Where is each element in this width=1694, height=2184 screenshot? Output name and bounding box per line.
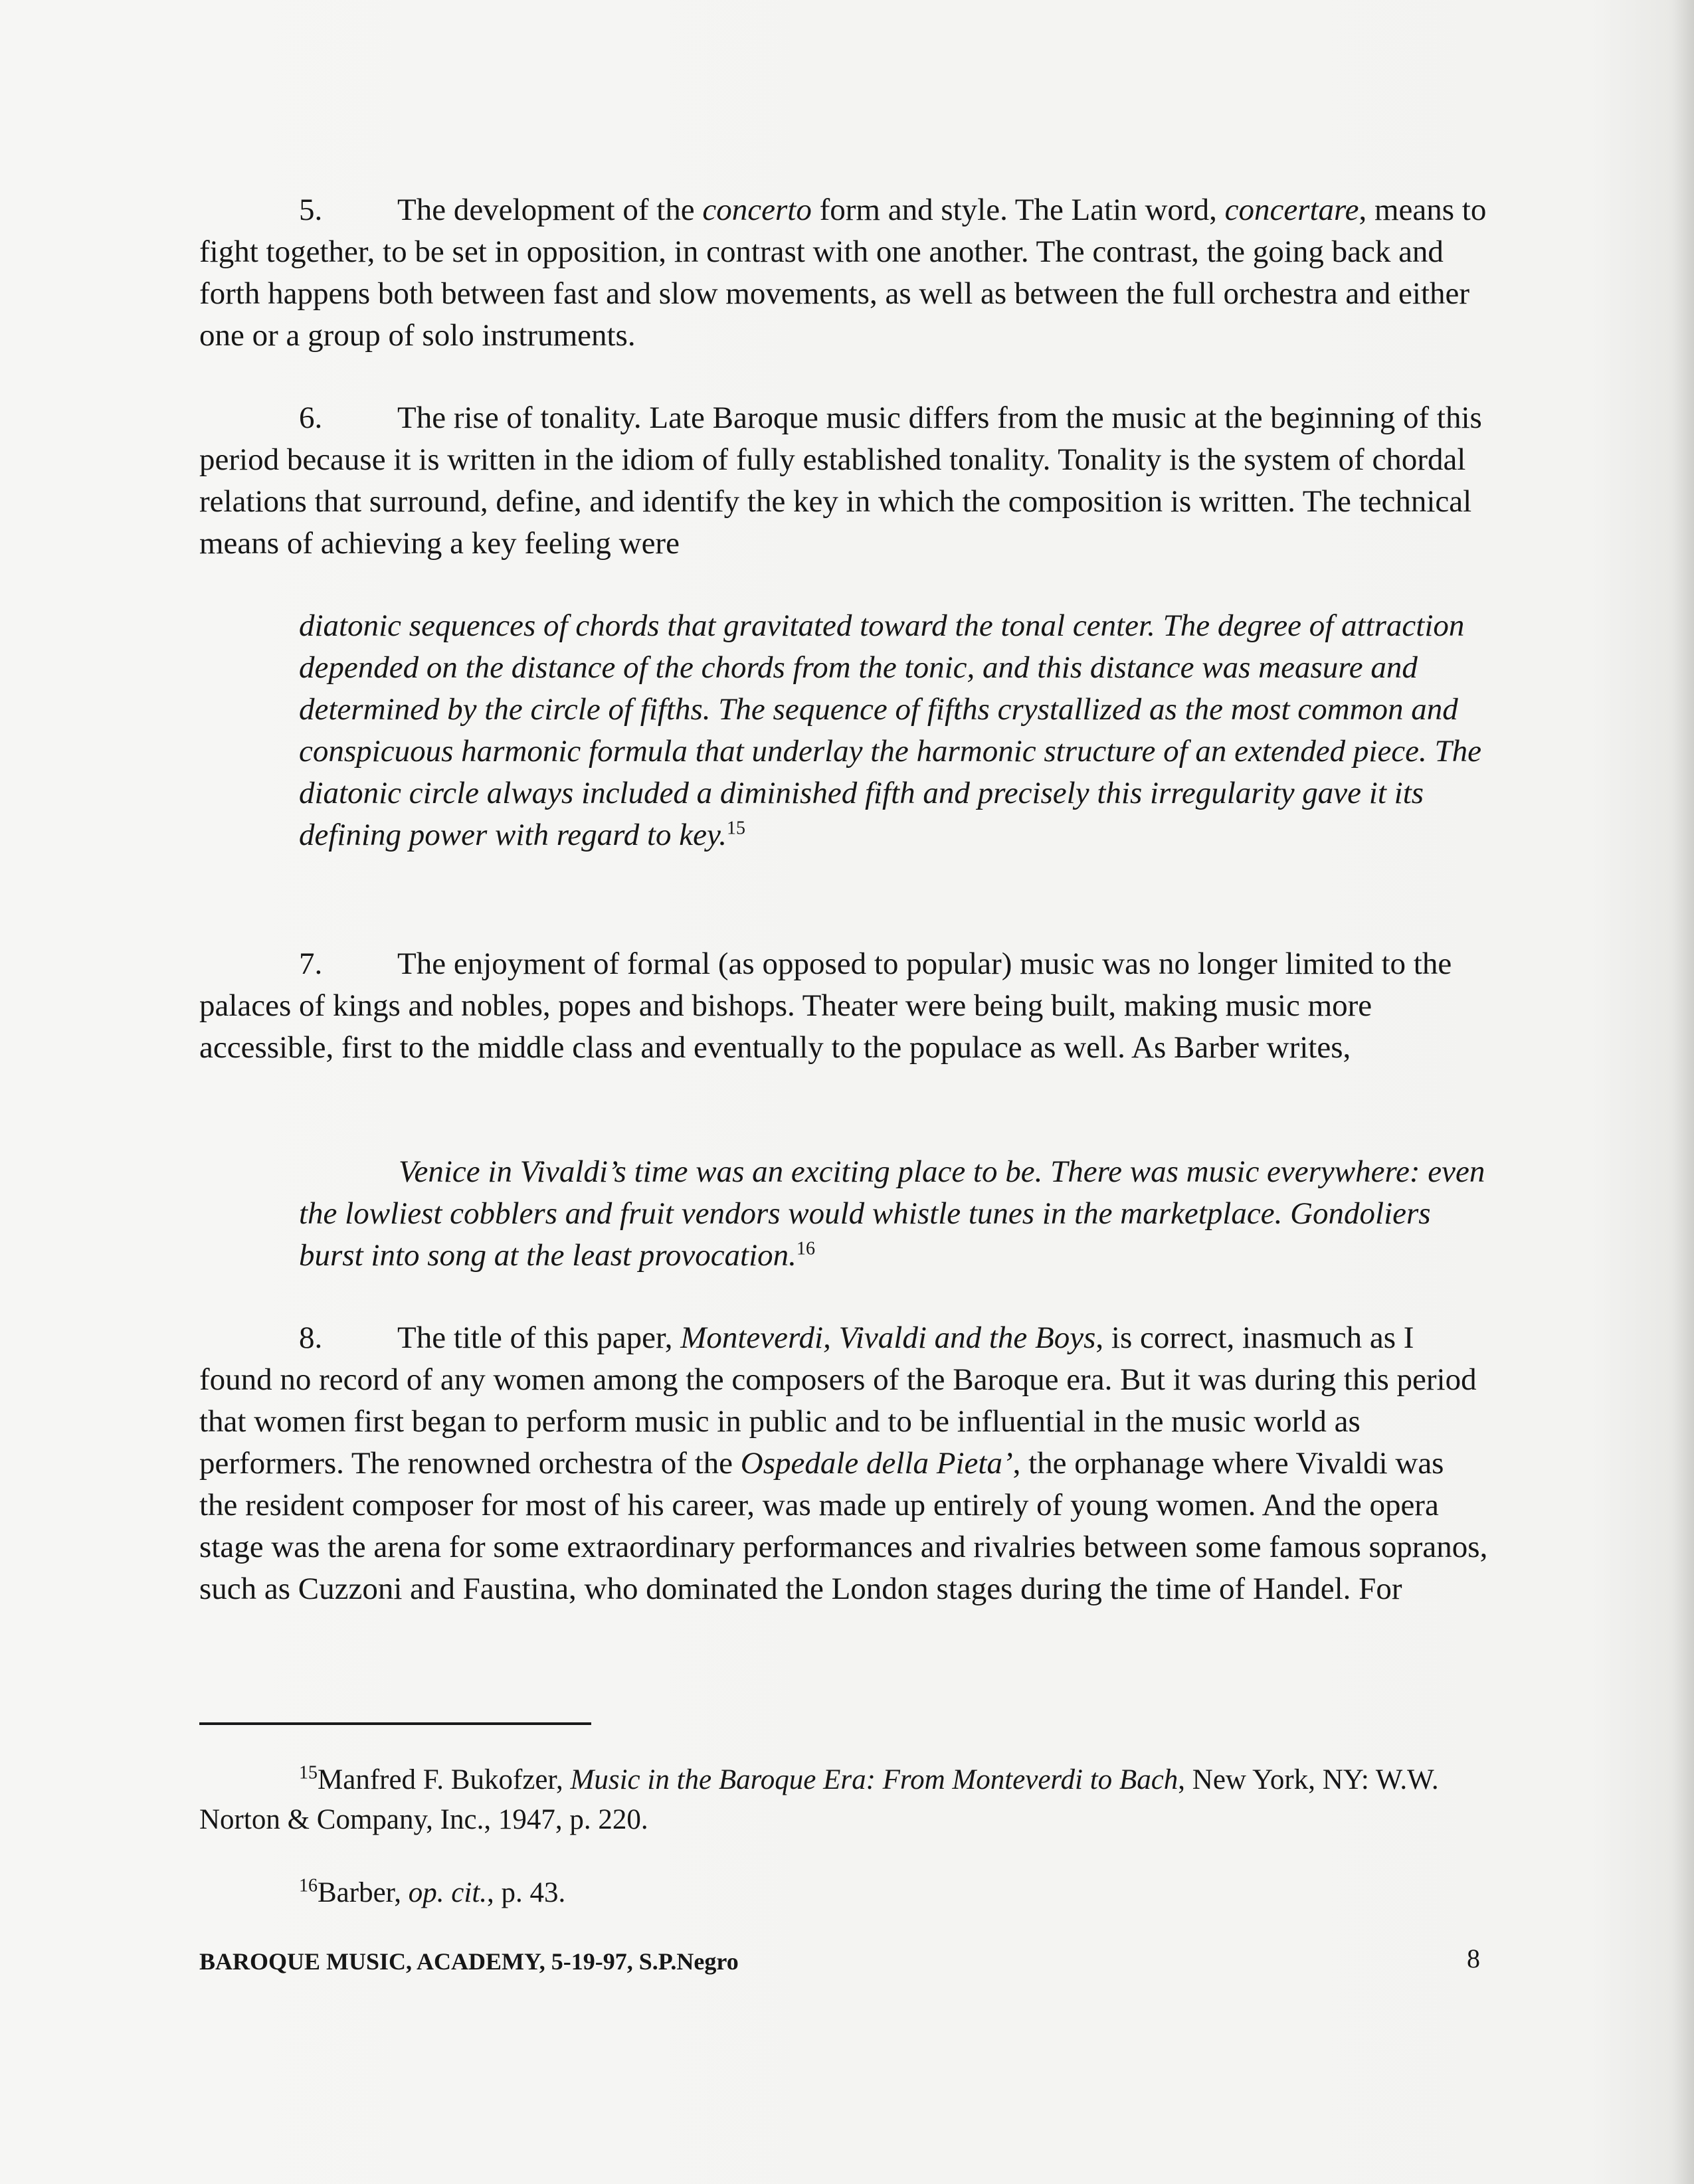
footnote-16: $^{16}$Barber, op. cit., p. 43. <box>299 1875 566 1908</box>
block-quote-bukofzer: diatonic sequences of chords that gravitated toward the tonal center. The degree of attraction depended on the distance of the chords from the tonic, and this distance was measure and determined by the circle of fifths. The sequence of fifths crystallized as the most common and conspicuous harmonic formula that underlay the harmonic structure of an extended piece. The diatonic circle always included a diminished fifth and precisely this irregularity gave it its defining power with regard to key.$^{15}$ <box>299 608 1482 852</box>
running-footer: BAROQUE MUSIC, ACADEMY, 5-19-97, S.P.Negro <box>199 1948 739 1975</box>
block-quote-barber: Venice in Vivaldi’s time was an exciting place to be. There was music everywhere: even the lowliest cobblers and fruit vendors would whistle tunes in the marketplace. Gondoliers burst into song at the least provocation.$^{16}$ <box>299 1154 1485 1273</box>
footnote-15: $^{15}$Manfred F. Bukofzer, Music in the Baroque Era: From Monteverdi to Bach, New York, NY: W.W. Norton & Company, Inc., 1947, p. 220. <box>199 1762 1439 1835</box>
paragraph-8: 8. The title of this paper, Monteverdi, Vivaldi and the Boys, is correct, inasmuch as I found no record of any women among the composers of the Baroque era. But it was during this period that women first began to perform music in public and to be influential in the music world as performers. The renowned orchestra of the Ospedale della Pieta’, the orphanage where Vivaldi was the resident composer for most of his career, was made up entirely of young women. And the opera stage was the arena for some extraordinary performances and rivalries between some famous sopranos, such as Cuzzoni and Faustina, who dominated the London stages during the time of Handel. For <box>199 1317 1488 1610</box>
paragraph-number: 8. <box>299 1320 323 1355</box>
page-edge-shadow <box>1674 0 1694 2184</box>
paragraph-7: 7. The enjoyment of formal (as opposed to popular) music was no longer limited to the palaces of kings and nobles, popes and bishops. Theater were being built, making music more accessible, first to the middle class and eventually to the populace as well. As Barber writes, <box>199 943 1488 1069</box>
footnote-separator <box>199 1722 591 1725</box>
paragraph-number: 5. <box>299 193 323 227</box>
footnote-reference-16[interactable]: 16 <box>796 1238 815 1259</box>
paragraph-number: 7. <box>299 947 323 981</box>
page-number: 8 <box>1467 1944 1480 1973</box>
paragraph-number: 6. <box>299 401 323 435</box>
paragraph-6: 6. The rise of tonality. Late Baroque music differs from the music at the beginning of this period because it is written in the idiom of fully established tonality. Tonality is the system of chordal relations that surround, define, and identify the key in which the composition is written. The technical means of achieving a key feeling were <box>199 397 1488 565</box>
footnote-reference-15[interactable]: 15 <box>727 818 746 839</box>
paragraph-5: 5. The development of the concerto form and style. The Latin word, concertare, means to fight together, to be set in opposition, in contrast with one another. The contrast, the going back and forth happens both between fast and slow movements, as well as between the full orchestra and either one or a group of solo instruments. <box>199 189 1488 357</box>
